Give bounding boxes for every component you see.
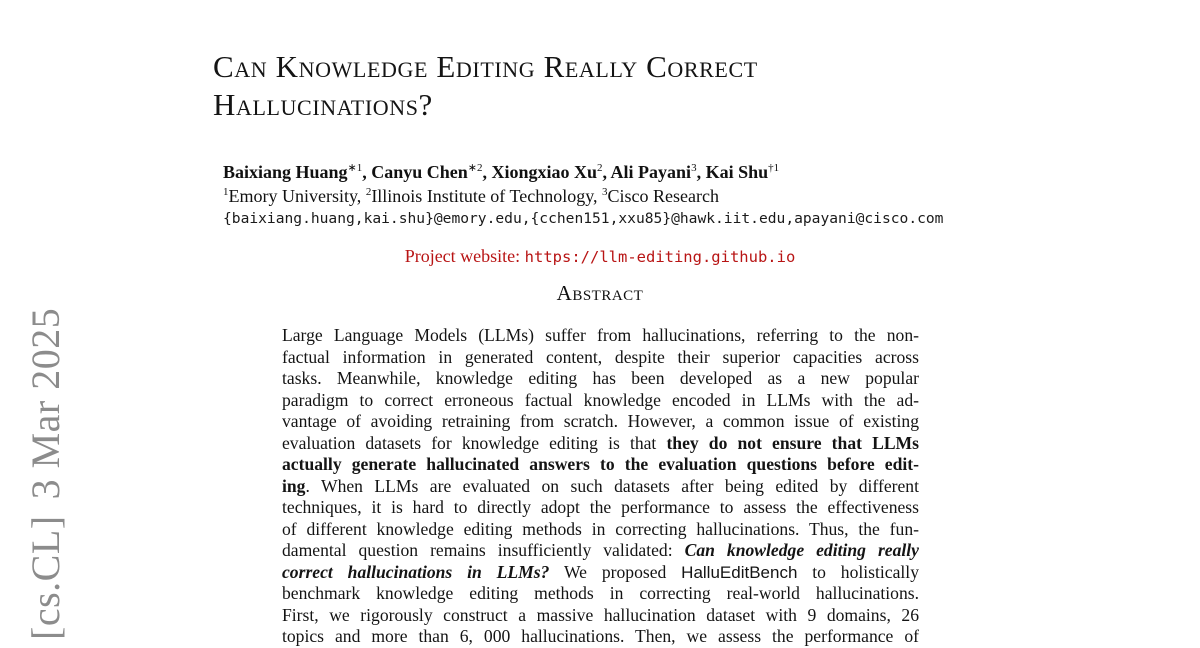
project-website-label: Project website: [404, 246, 525, 266]
abstract-line: benchmark knowledge editing methods in correcting real-world hallucinations. [282, 583, 919, 603]
project-website-link[interactable]: https://llm-editing.github.io [524, 248, 796, 266]
affiliation-name: Cisco Research [607, 186, 719, 206]
author-list [223, 160, 779, 184]
abstract-line [282, 433, 919, 455]
author-name: , Xiongxiao Xu [482, 162, 598, 182]
author-affiliation-mark: 2 [597, 162, 603, 174]
author-affiliation-mark: ∗1 [347, 162, 363, 174]
abstract-research-question: Can knowledge editing really [684, 540, 919, 560]
project-website [0, 244, 1200, 269]
abstract-emphasis: actually generate hallucinated answers to the evaluation questions before edit- [282, 454, 919, 474]
abstract-emphasis: ing [282, 475, 306, 496]
abstract-line: topics and more than 6, 000 hallucinations. Then, we assess the performance of [282, 626, 919, 646]
arxiv-stamp-text [22, 308, 69, 640]
author-name: , Kai Shu [696, 162, 769, 182]
author-emails: {baixiang.huang,kai.shu}@emory.edu,{cchen151,xxu85}@hawk.iit.edu,apayani@cisco.com [223, 210, 944, 227]
abstract-text: damental question remains insufficiently validated: [282, 540, 685, 560]
paper-title-line-1: Can Knowledge Editing Really Correct [213, 49, 758, 84]
affiliation-mark: 2 [365, 186, 372, 198]
abstract-text: evaluation datasets for knowledge editing is that [282, 432, 667, 453]
arxiv-category: [cs.CL] [23, 515, 68, 640]
abstract-line: vantage of avoiding retraining from scratch. However, a common issue of existing [282, 411, 919, 431]
abstract-text: to holistically [797, 561, 919, 582]
abstract-line [282, 454, 919, 476]
abstract-line: paradigm to correct erroneous factual knowledge encoded in LLMs with the ad- [282, 389, 919, 410]
abstract-line: of different knowledge editing methods in correcting hallucinations. Thus, the fun- [282, 518, 919, 539]
abstract-line: First, we rigorously construct a massive hallucination dataset with 9 domains, 26 [282, 604, 919, 625]
author-affiliation-mark: ∗2 [467, 162, 483, 174]
affiliation-mark: 3 [602, 186, 608, 198]
author-affiliation-mark: 3 [691, 162, 697, 174]
affiliation-name: Emory University, [228, 186, 366, 206]
author-name: Baixiang Huang [223, 162, 348, 182]
abstract-emphasis: they do not ensure that LLMs [666, 432, 919, 453]
abstract-research-question: correct hallucinations in LLMs? [282, 561, 550, 582]
paper-title-line-2: Hallucinations? [213, 87, 433, 122]
author-name: , Canyu Chen [362, 162, 468, 182]
abstract-body [282, 325, 919, 648]
paper-title [213, 48, 973, 124]
arxiv-side-stamp [22, 307, 82, 640]
abstract-text: We proposed [549, 561, 682, 582]
author-name: , Ali Payani [602, 162, 692, 182]
benchmark-name: HalluEditBench [681, 562, 798, 582]
affiliation-list [223, 184, 719, 208]
abstract-line: Large Language Models (LLMs) suffer from hallucinations, referring to the non- [282, 325, 919, 345]
author-affiliation-mark: †1 [768, 162, 780, 174]
abstract-line: techniques, it is hard to directly adopt the performance to assess the effectiveness [282, 497, 919, 517]
arxiv-date: 3 Mar 2025 [23, 307, 68, 500]
abstract-heading: Abstract [556, 281, 644, 305]
abstract-line [282, 476, 919, 498]
affiliation-name: Illinois Institute of Technology, [371, 186, 603, 206]
affiliation-mark: 1 [223, 186, 229, 198]
abstract-text: . When LLMs are evaluated on such datasets after being edited by different [305, 475, 919, 496]
abstract-line [282, 540, 919, 562]
abstract-line: factual information in generated content, despite their superior capacities across [282, 346, 919, 367]
abstract-line [282, 562, 919, 584]
abstract-line: tasks. Meanwhile, knowledge editing has been developed as a new popular [282, 368, 919, 388]
